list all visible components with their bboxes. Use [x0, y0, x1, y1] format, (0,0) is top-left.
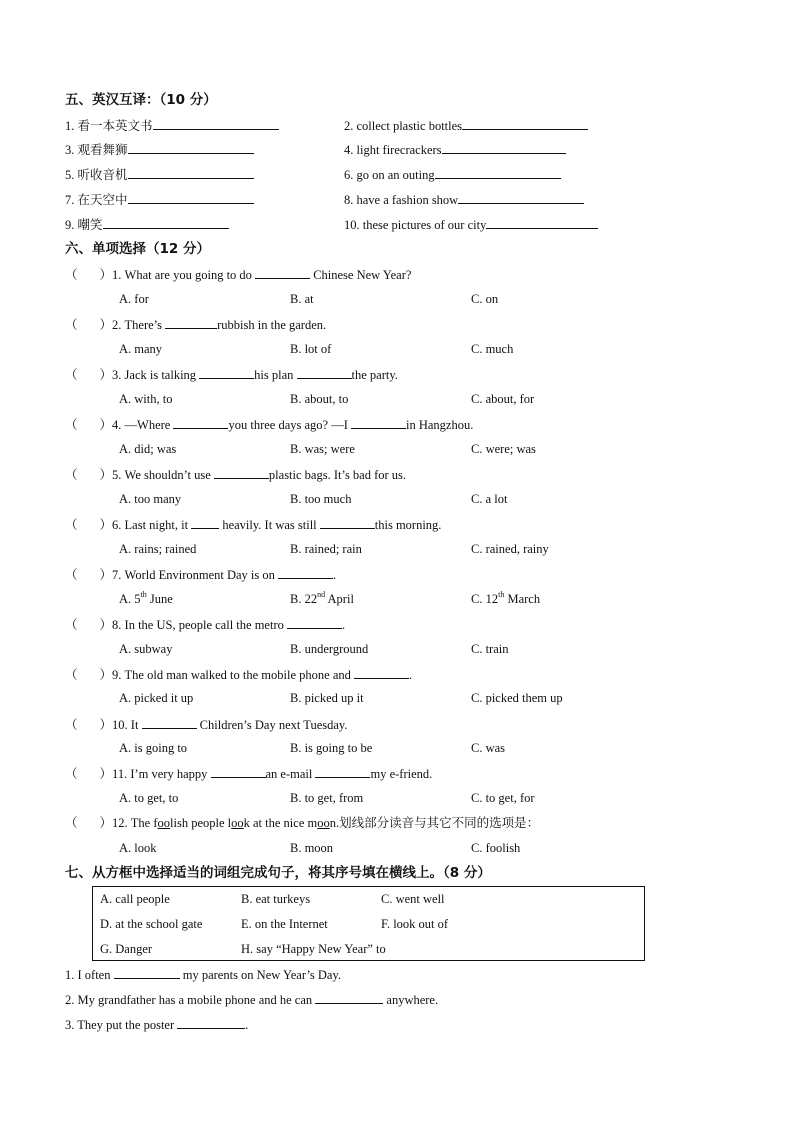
- answer-blank[interactable]: [128, 141, 254, 154]
- question-text: 9. The old man walked to the mobile phone and: [112, 668, 354, 682]
- fill-sentence-1: [65, 966, 341, 983]
- question-3: [65, 366, 398, 383]
- question-text: n.划线部分读音与其它不同的选项是：: [329, 816, 540, 830]
- item-number: 3.: [65, 143, 75, 157]
- answer-blank[interactable]: [165, 316, 217, 329]
- question-text: 10. It: [112, 718, 142, 732]
- answer-blank[interactable]: [177, 1016, 245, 1029]
- question-text: rubbish in the garden.: [217, 318, 327, 332]
- paren-open: （: [65, 268, 78, 282]
- paren-close: ）: [99, 268, 113, 282]
- paren-open: （: [65, 368, 78, 382]
- answer-slot[interactable]: [78, 517, 100, 529]
- option-b[interactable]: B. lot of: [290, 342, 332, 356]
- fill-sentence-3: [65, 1016, 248, 1033]
- question-text: 7. World Environment Day is on: [112, 568, 279, 582]
- paren-open: （: [65, 318, 78, 332]
- question-text: my e-friend.: [370, 767, 433, 781]
- ordinal-suffix: th: [140, 589, 147, 599]
- question-2: [65, 316, 326, 333]
- option-text: June: [146, 592, 173, 606]
- option-c[interactable]: C. train: [471, 642, 509, 656]
- question-1: [65, 266, 411, 283]
- answer-blank[interactable]: [462, 117, 588, 130]
- paren-close: ）: [99, 618, 113, 632]
- ordinal-suffix: nd: [317, 589, 326, 599]
- paren-open: （: [65, 468, 78, 482]
- word-bank-option-g: G. Danger: [100, 942, 153, 956]
- paren-close: ）: [99, 568, 113, 582]
- option-c[interactable]: C. much: [471, 342, 514, 356]
- option-text: A. 5: [119, 592, 141, 606]
- question-text: 2. There’s: [112, 318, 166, 332]
- question-10: [65, 716, 347, 733]
- paren-close: ）: [99, 668, 113, 682]
- option-a[interactable]: A. for: [119, 292, 149, 306]
- item-text: these pictures of our city: [362, 218, 487, 232]
- item-text: go on an outing: [356, 168, 435, 182]
- answer-blank[interactable]: [354, 666, 409, 679]
- answer-slot[interactable]: [78, 667, 100, 679]
- option-c[interactable]: C. foolish: [471, 841, 521, 855]
- word-bank-option-b: B. eat turkeys: [241, 892, 311, 906]
- question-text: lish people l: [170, 816, 232, 830]
- question-text: 5. We shouldn’t use: [112, 468, 214, 482]
- translation-item-3: [65, 141, 254, 158]
- paren-close: ）: [99, 468, 113, 482]
- answer-blank[interactable]: [214, 466, 269, 479]
- option-c[interactable]: C. picked them up: [471, 691, 563, 705]
- question-text: 12. The f: [112, 816, 158, 830]
- option-c[interactable]: C. on: [471, 292, 499, 306]
- option-a[interactable]: A. subway: [119, 642, 173, 656]
- underlined-letters: oo: [157, 816, 171, 830]
- option-b[interactable]: B. underground: [290, 642, 369, 656]
- option-b[interactable]: B. picked up it: [290, 691, 364, 705]
- option-a[interactable]: A. many: [119, 342, 163, 356]
- translation-item-1: [65, 117, 279, 134]
- answer-blank[interactable]: [278, 566, 333, 579]
- question-8: [65, 616, 345, 633]
- answer-blank[interactable]: [435, 166, 561, 179]
- paren-close: ）: [99, 368, 113, 382]
- option-a[interactable]: A. look: [119, 841, 157, 855]
- item-number: 8.: [344, 193, 354, 207]
- option-c[interactable]: C. was: [471, 741, 506, 755]
- question-text: 3. Jack is talking: [112, 368, 200, 382]
- paren-open: （: [65, 668, 78, 682]
- option-c[interactable]: C. a lot: [471, 492, 508, 506]
- question-text: plastic bags. It’s bad for us.: [268, 468, 407, 482]
- option-a[interactable]: A. too many: [119, 492, 182, 506]
- option-b[interactable]: B. moon: [290, 841, 334, 855]
- item-number: 2.: [344, 119, 354, 133]
- option-b[interactable]: B. is going to be: [290, 741, 373, 755]
- question-text: 1. What are you going to do: [112, 268, 256, 282]
- item-text: 嘲笑: [77, 218, 103, 232]
- option-a[interactable]: A. is going to: [119, 741, 188, 755]
- paren-open: （: [65, 618, 78, 632]
- question-text: 8. In the US, people call the metro: [112, 618, 287, 632]
- sentence-text: 2. My grandfather has a mobile phone and he can: [65, 993, 316, 1007]
- question-text: in Hangzhou.: [406, 418, 474, 432]
- answer-blank[interactable]: [142, 716, 197, 729]
- sentence-text: anywhere.: [383, 993, 439, 1007]
- item-number: 9.: [65, 218, 75, 232]
- item-text: 在天空中: [77, 193, 128, 207]
- paren-open: （: [65, 418, 78, 432]
- question-text: 11. I’m very happy: [112, 767, 211, 781]
- word-bank-option-e: E. on the Internet: [241, 917, 328, 931]
- question-text: .: [333, 568, 337, 582]
- option-text: March: [504, 592, 541, 606]
- answer-slot[interactable]: [78, 317, 100, 329]
- option-b[interactable]: [290, 591, 354, 607]
- option-a[interactable]: A. did; was: [119, 442, 177, 456]
- item-number: 5.: [65, 168, 75, 182]
- translation-item-6: [344, 166, 561, 183]
- question-11: [65, 765, 432, 782]
- answer-blank[interactable]: [315, 991, 383, 1004]
- question-7: [65, 566, 336, 583]
- answer-slot[interactable]: [78, 815, 100, 827]
- option-c[interactable]: C. were; was: [471, 442, 536, 456]
- paren-open: （: [65, 816, 78, 830]
- question-text: 6. Last night, it: [112, 518, 192, 532]
- item-number: 7.: [65, 193, 75, 207]
- sentence-text: 1. I often: [65, 968, 114, 982]
- question-text: Children’s Day next Tuesday.: [196, 718, 348, 732]
- answer-blank[interactable]: [128, 191, 254, 204]
- item-text: have a fashion show: [356, 193, 459, 207]
- answer-blank[interactable]: [103, 216, 229, 229]
- answer-slot[interactable]: [78, 417, 100, 429]
- answer-slot[interactable]: [78, 467, 100, 479]
- answer-blank[interactable]: [315, 765, 370, 778]
- answer-blank[interactable]: [442, 141, 566, 154]
- option-c[interactable]: [471, 591, 540, 607]
- option-a[interactable]: A. with, to: [119, 392, 173, 406]
- answer-blank[interactable]: [153, 117, 279, 130]
- question-text: this morning.: [374, 518, 442, 532]
- word-bank-option-d: D. at the school gate: [100, 917, 203, 931]
- item-number: 10.: [344, 218, 360, 232]
- answer-blank[interactable]: [287, 616, 342, 629]
- answer-blank[interactable]: [199, 366, 254, 379]
- answer-blank[interactable]: [128, 166, 254, 179]
- answer-blank[interactable]: [486, 216, 598, 229]
- sentence-text: .: [245, 1018, 249, 1032]
- word-bank-option-c: C. went well: [381, 892, 445, 906]
- question-6: [65, 516, 441, 533]
- paren-close: ）: [99, 518, 113, 532]
- underlined-letters: oo: [231, 816, 244, 830]
- answer-slot[interactable]: [78, 267, 100, 279]
- ordinal-suffix: th: [498, 589, 505, 599]
- fill-sentence-2: [65, 991, 438, 1008]
- item-number: 1.: [65, 119, 75, 133]
- paren-close: ）: [99, 767, 113, 781]
- answer-blank[interactable]: [114, 966, 180, 979]
- question-text: his plan: [254, 368, 297, 382]
- item-number: 4.: [344, 143, 354, 157]
- answer-blank[interactable]: [255, 266, 310, 279]
- paren-open: （: [65, 767, 78, 781]
- item-number: 6.: [344, 168, 354, 182]
- option-b[interactable]: B. was; were: [290, 442, 355, 456]
- answer-slot[interactable]: [78, 567, 100, 579]
- option-c[interactable]: C. to get, for: [471, 791, 535, 805]
- question-12: [65, 815, 539, 831]
- option-c[interactable]: C. rained, rainy: [471, 542, 549, 556]
- question-text: 4. —Where: [112, 418, 174, 432]
- answer-slot[interactable]: [78, 717, 100, 729]
- translation-item-2: [344, 117, 588, 134]
- question-text: Chinese New Year?: [310, 268, 412, 282]
- option-c[interactable]: C. about, for: [471, 392, 535, 406]
- item-text: light firecrackers: [356, 143, 442, 157]
- paren-close: ）: [99, 418, 113, 432]
- word-bank-option-f: F. look out of: [381, 917, 449, 931]
- sentence-text: 3. They put the poster: [65, 1018, 178, 1032]
- question-9: [65, 666, 412, 683]
- question-text: you three days ago? —I: [228, 418, 351, 432]
- sentence-text: my parents on New Year’s Day.: [179, 968, 342, 982]
- option-b[interactable]: B. too much: [290, 492, 352, 506]
- answer-slot[interactable]: [78, 617, 100, 629]
- answer-blank[interactable]: [173, 416, 228, 429]
- question-text: .: [341, 618, 346, 632]
- translation-item-9: [65, 216, 229, 233]
- word-bank-option-h: H. say “Happy New Year” to: [241, 942, 386, 956]
- option-b[interactable]: B. to get, from: [290, 791, 364, 805]
- item-text: collect plastic bottles: [356, 119, 463, 133]
- paren-close: ）: [99, 816, 113, 830]
- question-text: heavily. It was still: [219, 518, 320, 532]
- section-7-heading: 七、从方框中选择适当的词组完成句子，将其序号填在横线上。（8 分）: [65, 865, 491, 881]
- option-a[interactable]: A. picked it up: [119, 691, 194, 705]
- option-a[interactable]: A. rains; rained: [119, 542, 197, 556]
- underlined-letters: oo: [317, 816, 330, 830]
- answer-blank[interactable]: [297, 366, 352, 379]
- question-text: .: [409, 668, 413, 682]
- translation-item-4: [344, 141, 566, 158]
- question-text: k at the nice m: [243, 816, 318, 830]
- word-bank-option-a: A. call people: [100, 892, 170, 906]
- answer-blank[interactable]: [191, 516, 219, 529]
- answer-blank[interactable]: [458, 191, 584, 204]
- paren-open: （: [65, 518, 78, 532]
- paren-close: ）: [99, 318, 113, 332]
- question-5: [65, 466, 406, 483]
- translation-item-5: [65, 166, 254, 183]
- question-4: [65, 416, 473, 433]
- paren-open: （: [65, 718, 78, 732]
- option-text: B. 22: [290, 592, 318, 606]
- translation-item-10: [344, 216, 598, 233]
- translation-item-7: [65, 191, 254, 208]
- section-5-heading: 五、英汉互译：（10 分）: [65, 92, 217, 108]
- translation-item-8: [344, 191, 584, 208]
- option-text: C. 12: [471, 592, 499, 606]
- option-text: April: [325, 592, 354, 606]
- option-b[interactable]: B. at: [290, 292, 314, 306]
- item-text: 观看舞狮: [77, 143, 128, 157]
- option-b[interactable]: B. about, to: [290, 392, 349, 406]
- paren-close: ）: [99, 718, 113, 732]
- answer-blank[interactable]: [320, 516, 375, 529]
- section-6-heading: 六、单项选择（12 分）: [65, 241, 210, 257]
- item-text: 听收音机: [77, 168, 128, 182]
- answer-blank[interactable]: [211, 765, 266, 778]
- option-b[interactable]: B. rained; rain: [290, 542, 362, 556]
- answer-blank[interactable]: [351, 416, 406, 429]
- paren-open: （: [65, 568, 78, 582]
- item-text: 看一本英文书: [77, 119, 153, 133]
- option-a[interactable]: A. to get, to: [119, 791, 179, 805]
- question-text: the party.: [351, 368, 398, 382]
- answer-slot[interactable]: [78, 367, 100, 379]
- option-a[interactable]: [119, 591, 173, 607]
- question-text: an e-mail: [265, 767, 316, 781]
- answer-slot[interactable]: [78, 766, 100, 778]
